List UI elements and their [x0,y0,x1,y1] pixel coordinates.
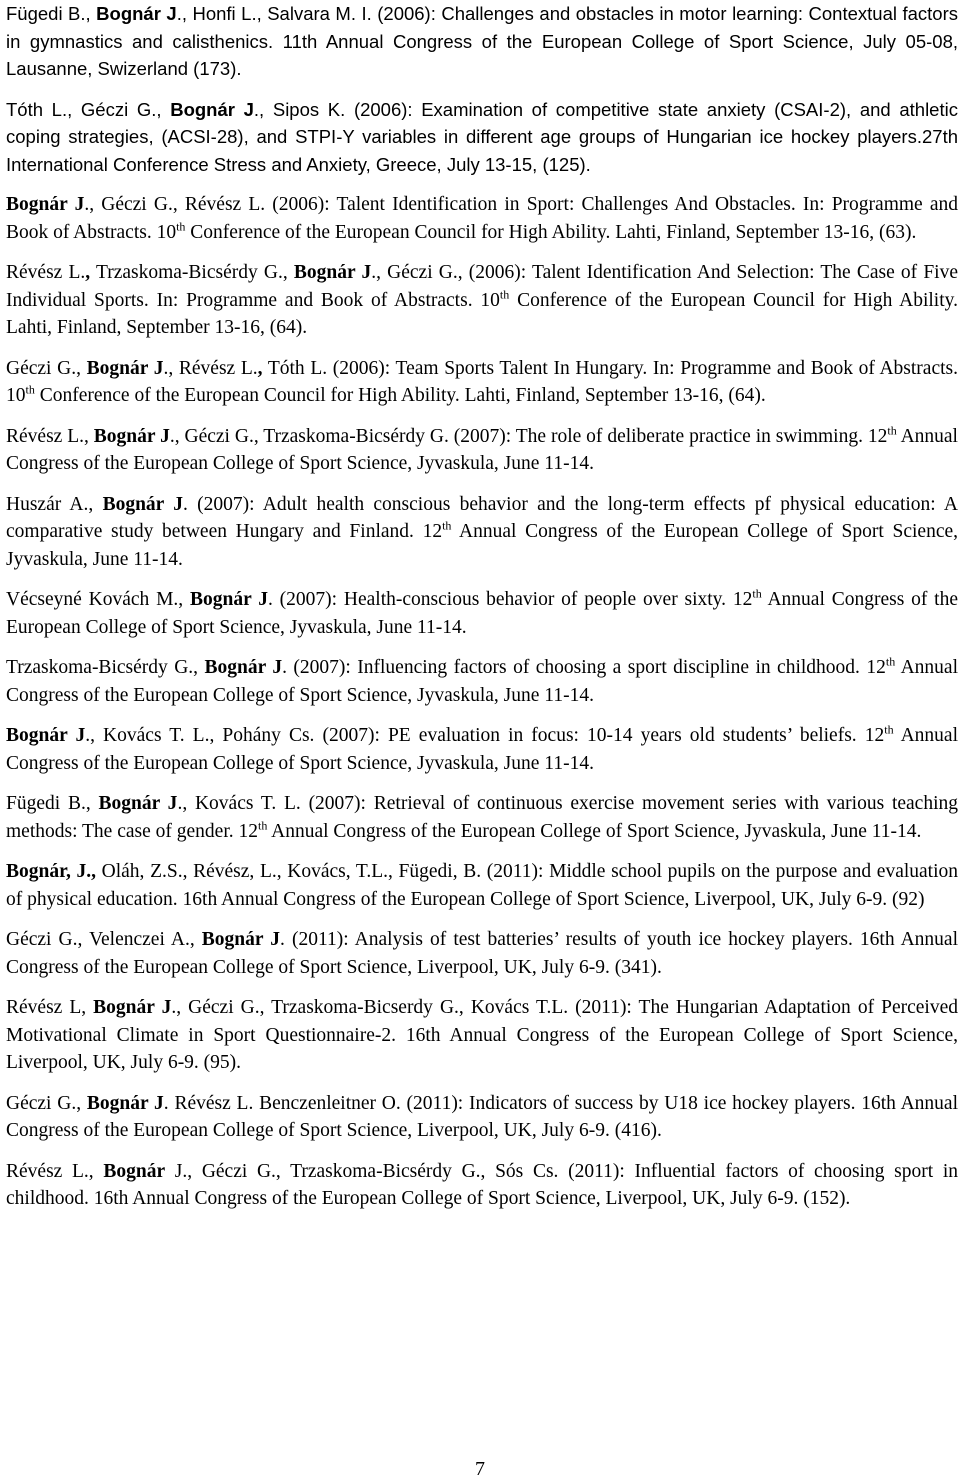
author-highlight: Bognár [103,1160,166,1182]
author-highlight: Bognár J [190,589,268,610]
ordinal-superscript: th [884,722,894,737]
reference-entry [6,0,958,83]
reference-entry [6,191,958,246]
reference-entry [6,790,958,845]
reference-text: Fügedi B., [6,793,99,814]
reference-text: ., Géczi G., Révész L. (2006): Talent Identification in Sport: Challenges And Obstacles. In: Programme and Book of Abstracts. 10 [6,194,959,243]
reference-text: ., Géczi G., (2006): Talent Identification And Selection: The Case of Five Individual Sports. In: Programme and Book of Abstracts. 10 [6,262,958,311]
reference-entry [6,1090,958,1145]
reference-entry [6,423,958,478]
reference-text: Tóth L. (2006): Team Sports Talent In Hungary. In: Programme and Book of Abstracts. 10 [6,357,958,406]
reference-text: (2006): Examination of competitive state anxiety (CSAI-2), and athletic coping strategies, (ACSI-28), and STPI-Y variables in different age groups of Hungarian ice hockey players.27th International Conference Stress and Anxiety, Greece, July 13-15, (125). [6,98,958,175]
author-highlight: Bognár J [93,997,172,1018]
reference-text: Huszár A., [6,493,103,515]
reference-entry [6,722,958,777]
page-number: 7 [475,1458,485,1480]
reference-list [6,0,958,1213]
author-highlight: Bognár J [170,98,254,120]
reference-text: Conference of the European Council for High Ability. Lahti, Finland, September 13-16, (63). [185,221,917,243]
reference-text: ., Géczi G., Trzaskoma-Bicserdy G., Kovács T.L. (2011): The Hungarian Adaptation of Perceived Motivational Climate in Sport Questionnaire-2. 16th Annual Congress of the European College of Sport Science, Liverpool, UK, July 6-9. (95). [6,997,958,1073]
reference-entry [6,994,958,1077]
reference-text: Géczi G., [6,1092,87,1114]
reference-text: Annual Congress of the European College of Sport Science, Jyvaskula, June 11-14. [267,820,922,842]
reference-text: Conference of the European Council for High Ability. Lahti, Finland, September 13-16, (64). [34,385,766,406]
author-highlight: Bognár J [293,262,372,283]
reference-entry [6,355,958,410]
reference-text: Annual Congress of the European College of Sport Science, Jyvaskula, June 11-14. [6,657,958,706]
reference-text: ., Kovács T. L. (2007): Retrieval of continuous exercise movement series with various teaching methods: The case of gender. 12 [6,793,958,842]
reference-text: ., Révész L. [163,357,258,379]
reference-text: . (2011): Analysis of test batteries’ results of youth ice hockey players. 16th Annual Congress of the European College of Sport Science, Liverpool, UK, July 6-9. (341). [6,929,958,978]
author-highlight: Bognár J [6,194,85,215]
reference-entry [6,96,958,179]
ordinal-superscript: th [887,423,897,437]
author-highlight: Bognár, J., [6,861,96,882]
reference-text: Annual Congress of the European College of Sport Science, Jyvaskula, June 11-14. [6,521,959,570]
reference-text: Trzaskoma-Bicsérdy G., [6,657,205,678]
reference-text: ., Kovács T. L., Pohány Cs. (2007): PE evaluation in focus: 10-14 years old students’ beliefs. 12 [85,725,885,746]
reference-text: Révész L., [6,1160,104,1182]
author-highlight: Bognár J [93,425,170,447]
reference-entry [6,654,958,709]
author-highlight: , [85,262,91,283]
author-highlight: , [257,357,263,379]
reference-text: Révész L, [6,997,94,1018]
ordinal-superscript: th [442,518,452,533]
reference-entry [6,1158,958,1213]
author-highlight: Bognár J [204,657,283,678]
reference-text: J., Géczi G., Trzaskoma-Bicsérdy G., Sós Cs. (2011): Influential factors of choosing sport in childhood. 16th Annual Congress of the European College of Sport Science, Liverpool, UK, July 6-9. (152). [6,1160,958,1209]
reference-text: Conference of the European Council for High Ability. Lahti, Finland, September 13-16, (64). [6,289,958,338]
ordinal-superscript: th [499,287,510,301]
reference-text: Oláh, Z.S., Révész, L., Kovács, T.L., Fügedi, B. (2011): Middle school pupils on the purpose and evaluation of physical education. 16th Annual Congress of the European College of Sport Science, Liverpool, UK, July 6-9. (92) [6,861,959,910]
reference-text: ., Géczi G., Trzaskoma-Bicsérdy G. (2007): The role of deliberate practice in swimming. 12 [169,425,888,447]
author-highlight: Bognár J [102,493,183,515]
author-highlight: Bognár J [98,793,178,814]
reference-text: Annual Congress of the European College of Sport Science, Jyvaskula, June 11-14. [6,589,958,638]
author-highlight: Bognár J [96,3,177,24]
reference-text: Révész L., [6,425,94,447]
author-highlight: Bognár J [201,929,281,950]
ordinal-superscript: th [258,818,268,832]
reference-entry [6,491,958,574]
reference-text: Vécseyné Kovách M., [6,589,190,610]
reference-text: Géczi G., Velenczei A., [6,929,202,950]
reference-text: ., Sipos K. [253,98,354,120]
reference-entry [6,858,958,913]
reference-text: Géczi G., [6,357,87,379]
ordinal-superscript: th [752,586,762,601]
reference-text: . (2007): Health-conscious behavior of people over sixty. 12 [267,589,753,610]
reference-entry [6,586,958,641]
reference-entry [6,259,958,342]
reference-entry [6,926,958,981]
reference-text: . (2007): Influencing factors of choosing a sport discipline in childhood. 12 [282,657,886,678]
ordinal-superscript: th [885,654,896,669]
author-highlight: Bognár J [6,725,86,746]
reference-text: . Révész L. Benczenleitner O. (2011): Indicators of success by U18 ice hockey players. 16th Annual Congress of the European College of Sport Science, Liverpool, UK, July 6-9. (416). [6,1092,958,1141]
author-highlight: Bognár J [86,357,164,379]
ordinal-superscript: th [25,382,35,397]
reference-text: Trzaskoma-Bicsérdy G., [90,262,294,283]
reference-text: Révész L. [6,262,86,283]
author-highlight: Bognár J [86,1092,164,1114]
reference-text: Fügedi B., [6,3,97,24]
reference-text: ., Honfi L., Salvara M. I. (2006): Challenges and obstacles in motor learning: Contextual factors in gymnastics and calisthenics. 11th Annual Congress of the European College of Sport Science, July 05-08, Lausanne, Swizerland (173). [6,3,958,79]
reference-text: . (2007): Adult health conscious behavior and the long-term effects pf physical education: A comparative study between Hungary and Finland. 12 [6,493,959,542]
reference-text: Tóth L., Géczi G., [6,98,171,120]
reference-text: Annual Congress of the European College of Sport Science, Jyvaskula, June 11-14. [6,425,958,474]
reference-text: Annual Congress of the European College of Sport Science, Jyvaskula, June 11-14. [6,725,958,774]
ordinal-superscript: th [176,219,186,233]
